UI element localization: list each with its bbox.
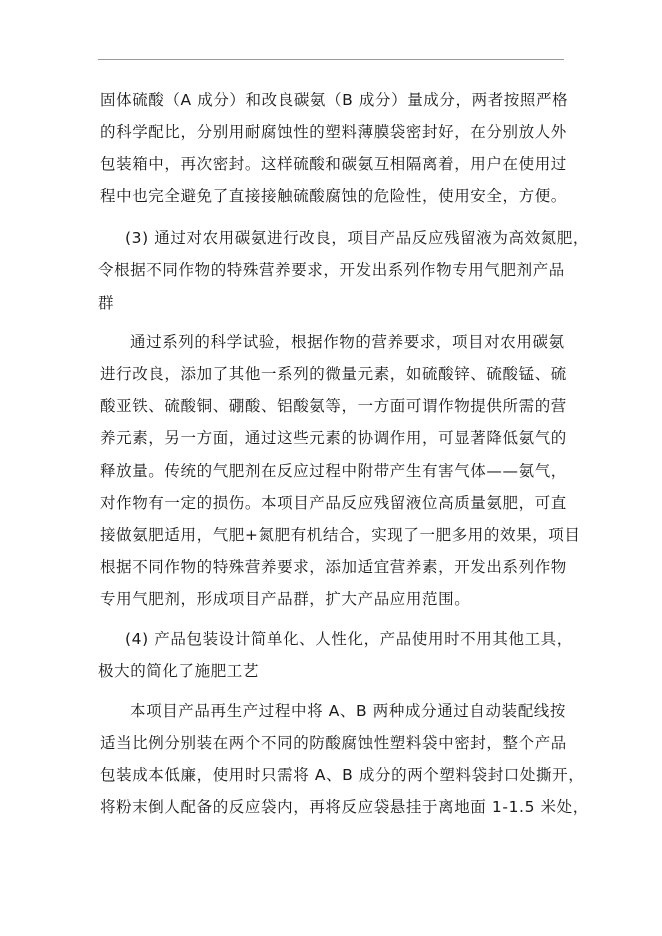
text-line: 接做氨肥适用，气肥+氮肥有机结合，实现了一肥多用的效果，项目: [100, 526, 581, 544]
text-line: 包装成本低廉，使用时只需将 A、B 成分的两个塑料袋封口处撕开，: [100, 766, 585, 784]
text-line: 专用气肥剂，形成项目产品群，扩大产品应用范围。: [100, 590, 471, 608]
text-line: 群: [98, 294, 115, 312]
text-line: 进行改良，添加了其他一系列的微量元素，如硫酸锌、硫酸锰、硫: [100, 365, 567, 383]
text-line: 包装箱中，再次密封。这样硫酸和碳氨互相隔离着，用户在使用过: [100, 155, 567, 173]
text-line: (3) 通过对农用碳氨进行改良，项目产品反应残留液为高效氮肥，: [125, 229, 589, 247]
text-line: 适当比例分别装在两个不同的防酸腐蚀性塑料袋中密封，整个产品: [100, 734, 567, 752]
text-line: 将粉末倒人配备的反应袋内，再将反应袋悬挂于离地面 1-1.5 米处，: [100, 798, 589, 816]
text-line: 程中也完全避免了直接接触硫酸腐蚀的危险性，使用安全，方便。: [100, 187, 567, 205]
text-line: 对作物有一定的损伤。本项目产品反应残留液位高质量氨肥，可直: [100, 494, 567, 512]
text-line: 固体硫酸（A 成分）和改良碳氨（B 成分）量成分，两者按照严格: [100, 91, 569, 109]
text-line: 令根据不同作物的特殊营养要求，开发出系列作物专用气肥剂产品: [98, 261, 565, 279]
header-divider: [98, 59, 564, 60]
text-line: 释放量。传统的气肥剂在反应过程中附带产生有害气体——氨气，: [100, 462, 567, 480]
text-line: 极大的简化了施肥工艺: [98, 662, 260, 680]
text-line: (4) 产品包装设计简单化、人性化，产品使用时不用其他工具，: [125, 630, 573, 648]
text-line: 酸亚铁、硫酸铜、硼酸、铝酸氨等，一方面可谓作物提供所需的营: [100, 397, 567, 415]
text-line: 通过系列的科学试验，根据作物的营养要求，项目对农用碳氨: [130, 333, 565, 351]
text-line: 根据不同作物的特殊营养要求，添加适宜营养素，开发出系列作物: [100, 558, 567, 576]
text-line: 养元素，另一方面，通过这些元素的协调作用，可显著降低氨气的: [100, 429, 567, 447]
text-line: 的科学配比，分别用耐腐蚀性的塑料薄膜袋密封好，在分别放人外: [100, 123, 567, 141]
text-line: 本项目产品再生产过程中将 A、B 两种成分通过自动装配线按: [130, 702, 566, 720]
